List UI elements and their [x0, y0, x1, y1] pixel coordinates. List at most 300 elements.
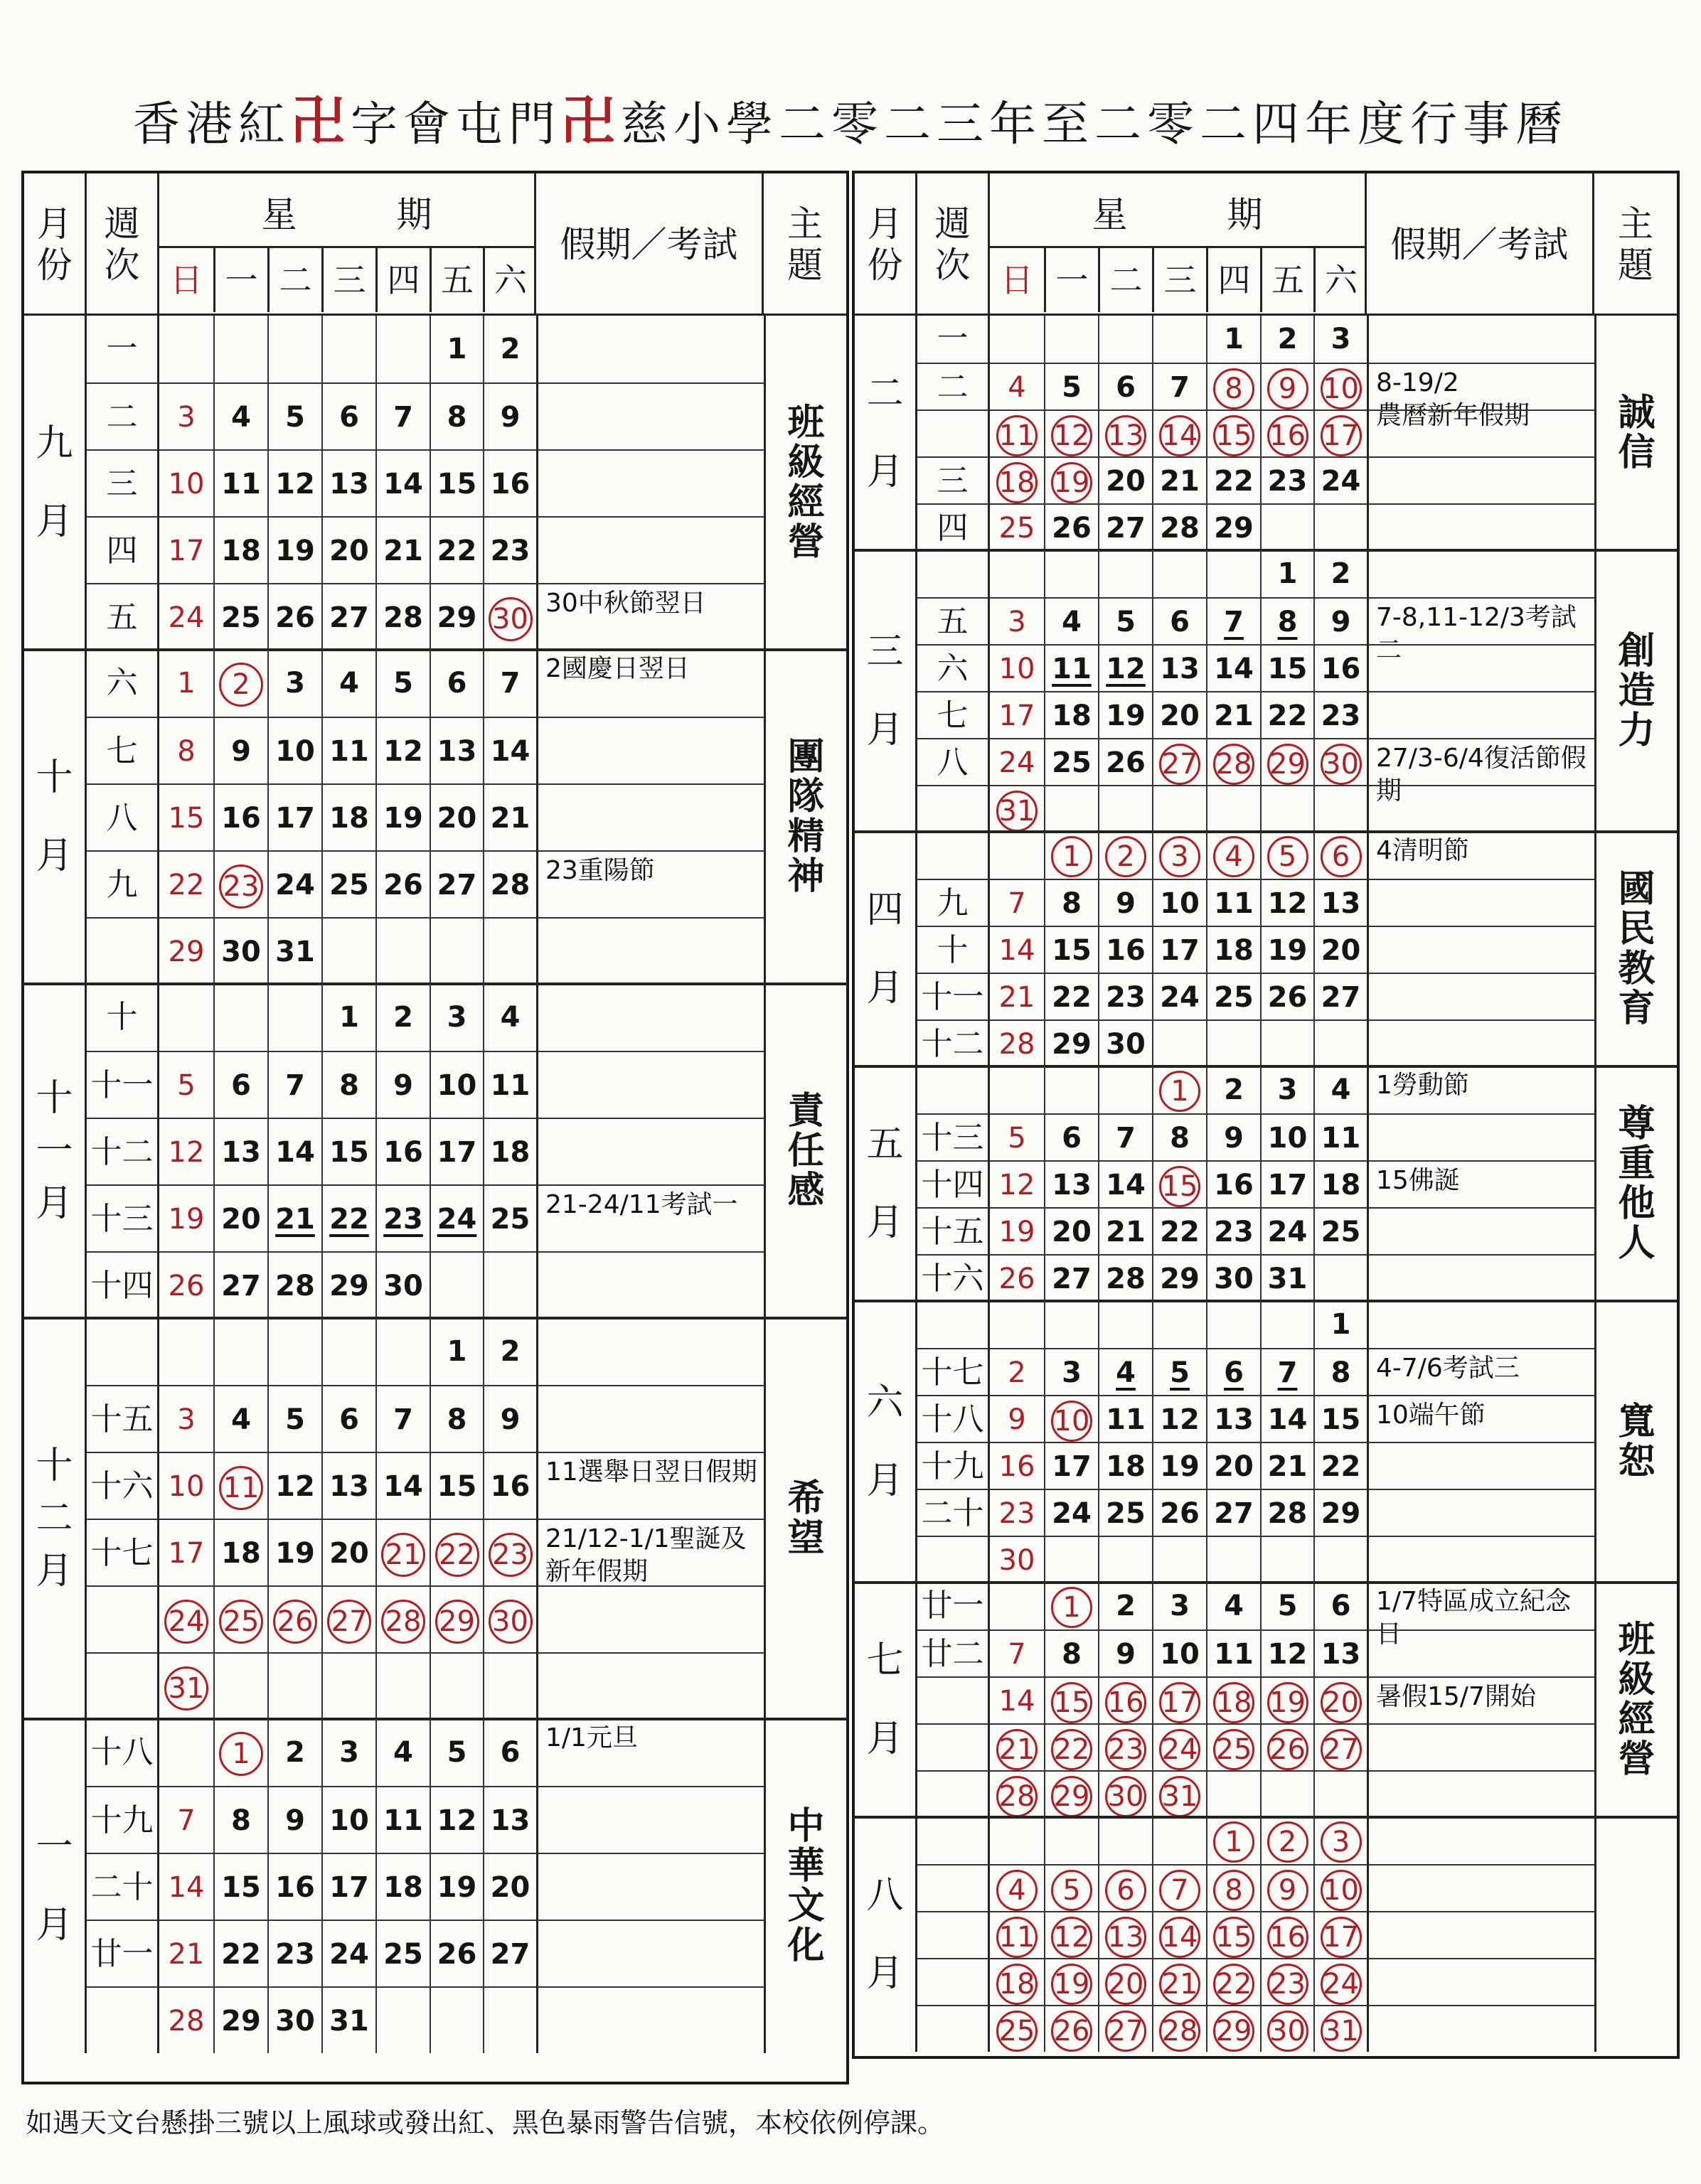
month-label	[855, 1817, 917, 2052]
day-cell	[375, 1585, 430, 1652]
holiday-day-number: 15	[1213, 1917, 1254, 1958]
day-number: 19	[1267, 934, 1308, 967]
day-cell	[1260, 1958, 1313, 2005]
day-cell	[375, 1051, 430, 1118]
day-cell	[990, 1536, 1044, 1583]
day-number: 16	[998, 1450, 1035, 1483]
day-cell	[1044, 691, 1098, 738]
day-cell	[1313, 1958, 1367, 2005]
holiday-exam-note	[536, 1385, 764, 1452]
day-number: 20	[329, 535, 369, 567]
day-number: 13	[1214, 1403, 1254, 1436]
week-number: 九	[87, 850, 159, 917]
day-number: 6	[1331, 1590, 1351, 1622]
day-cell	[990, 926, 1044, 973]
day-cell	[483, 1920, 536, 1986]
day-number: 9	[500, 401, 521, 434]
holiday-day-number: 18	[996, 462, 1038, 503]
day-cell	[483, 316, 536, 382]
day-number: 19	[275, 1537, 315, 1570]
day-cell	[1098, 691, 1152, 738]
month-char: 月	[36, 835, 73, 877]
day-number: 26	[168, 1270, 205, 1302]
day-cell	[1152, 1066, 1206, 1113]
month-char: 十	[36, 756, 73, 799]
day-cell	[430, 1585, 483, 1652]
day-cell	[375, 650, 430, 717]
day-number: 3	[285, 667, 305, 700]
week-number: 廿二	[917, 1629, 990, 1676]
day-cell	[1152, 597, 1206, 644]
holiday-day-number: 31	[1321, 2011, 1362, 2052]
day-cell	[1098, 1113, 1152, 1160]
day-cell	[1260, 879, 1313, 926]
theme-char: 精	[787, 815, 825, 858]
holiday-day-number: 1	[1051, 836, 1092, 877]
day-cell	[159, 316, 213, 382]
day-cell	[213, 516, 267, 583]
day-cell	[990, 1395, 1044, 1442]
day-number: 30	[383, 1270, 423, 1302]
day-cell	[1313, 1301, 1367, 1348]
day-cell	[375, 316, 430, 382]
holiday-day-number: 30	[1267, 2011, 1308, 2052]
day-number: 8	[177, 735, 196, 768]
holiday-exam-note: 30中秋節翌日	[536, 583, 764, 650]
day-number: 12	[437, 1804, 477, 1837]
day-cell	[483, 1519, 536, 1585]
header-day-6: 六	[483, 248, 536, 312]
day-cell	[1098, 644, 1152, 691]
day-number: 1	[1331, 1308, 1351, 1341]
day-cell	[159, 1786, 213, 1853]
week-number: 十八	[917, 1395, 990, 1442]
day-cell	[159, 1051, 213, 1118]
day-cell	[213, 1452, 267, 1519]
holiday-exam-note	[536, 516, 764, 583]
day-number: 20	[221, 1203, 261, 1236]
day-cell	[1206, 550, 1260, 597]
day-number: 15	[329, 1136, 369, 1169]
holiday-day-number: 24	[1321, 1964, 1362, 2005]
day-cell	[483, 1719, 536, 1786]
month-label	[855, 1301, 917, 1583]
header-weekdays	[990, 173, 1367, 316]
day-number: 18	[221, 1537, 261, 1570]
day-cell	[430, 1853, 483, 1920]
day-number: 3	[1331, 323, 1351, 355]
day-number: 22	[168, 869, 205, 901]
day-number: 24	[168, 601, 205, 634]
day-cell	[321, 717, 375, 783]
holiday-day-number: 9	[1267, 368, 1308, 410]
day-cell	[1044, 1348, 1098, 1395]
day-cell	[1206, 832, 1260, 879]
day-cell	[1260, 1911, 1313, 1958]
holiday-day-number: 21	[1159, 1964, 1200, 2005]
day-number: 20	[490, 1871, 530, 1904]
day-cell	[1098, 1160, 1152, 1207]
day-number: 2	[1008, 1356, 1026, 1389]
theme-char: 尊	[1618, 1102, 1655, 1145]
day-cell	[213, 1585, 267, 1652]
day-cell	[990, 973, 1044, 1019]
day-cell	[159, 1251, 213, 1318]
day-number: 13	[1160, 653, 1200, 685]
holiday-exam-note	[536, 1585, 764, 1652]
holiday-day-number: 28	[381, 1600, 425, 1644]
day-cell	[990, 1629, 1044, 1676]
day-cell	[1260, 503, 1313, 550]
holiday-exam-note	[1367, 503, 1594, 550]
day-cell	[321, 1318, 375, 1385]
day-number: 22	[1267, 700, 1308, 732]
day-number: 3	[339, 1736, 359, 1769]
holiday-exam-note	[1367, 879, 1594, 926]
day-cell	[483, 850, 536, 917]
day-cell	[1152, 1817, 1206, 1864]
header-week	[917, 173, 990, 316]
day-cell	[990, 691, 1044, 738]
day-number: 1	[1277, 557, 1298, 590]
day-cell	[430, 1118, 483, 1184]
holiday-day-number: 28	[1159, 2011, 1200, 2052]
day-cell	[375, 1318, 430, 1385]
day-cell	[483, 1184, 536, 1251]
day-cell	[159, 850, 213, 917]
header-month-char: 份	[36, 245, 73, 286]
day-number: 5	[1116, 606, 1136, 638]
week-number: 六	[917, 644, 990, 691]
holiday-exam-note	[1367, 1536, 1594, 1583]
day-number: 18	[1321, 1169, 1361, 1201]
theme-char: 造	[1618, 669, 1655, 712]
theme-char: 教	[1618, 947, 1655, 990]
day-number: 14	[1214, 653, 1254, 685]
holiday-exam-note	[1367, 1207, 1594, 1254]
day-cell	[375, 516, 430, 583]
day-cell	[1313, 1066, 1367, 1113]
day-cell	[1313, 1583, 1367, 1629]
day-number: 21	[168, 1938, 205, 1971]
day-cell	[1098, 738, 1152, 785]
holiday-day-number: 12	[1051, 415, 1092, 456]
day-cell	[321, 583, 375, 650]
holiday-exam-note	[1367, 973, 1594, 1019]
day-number: 13	[437, 735, 477, 768]
week-number	[917, 1958, 990, 2005]
holiday-exam-note	[1367, 1723, 1594, 1770]
day-number: 22	[437, 535, 477, 567]
day-cell	[990, 456, 1044, 503]
day-number: 28	[1106, 1263, 1146, 1295]
day-cell	[159, 984, 213, 1051]
day-cell	[1098, 879, 1152, 926]
day-number: 17	[1267, 1169, 1308, 1201]
day-cell	[267, 1585, 321, 1652]
theme-char: 中	[787, 1804, 825, 1848]
holiday-day-number: 5	[1051, 1870, 1092, 1911]
day-cell	[1098, 1911, 1152, 1958]
day-number: 31	[1267, 1263, 1308, 1295]
day-cell	[321, 917, 375, 984]
day-cell	[375, 1986, 430, 2053]
week-number	[87, 1986, 159, 2053]
day-cell	[1044, 1254, 1098, 1301]
holiday-exam-note	[536, 1318, 764, 1385]
day-cell	[1313, 1113, 1367, 1160]
holiday-exam-note	[536, 1853, 764, 1920]
day-cell	[1098, 503, 1152, 550]
day-cell	[1313, 973, 1367, 1019]
day-cell	[1044, 879, 1098, 926]
day-number: 13	[1321, 1638, 1361, 1671]
day-cell	[1098, 456, 1152, 503]
header-week	[87, 173, 159, 316]
day-cell	[1044, 1676, 1098, 1723]
day-cell	[213, 1118, 267, 1184]
holiday-exam-note	[1367, 1442, 1594, 1489]
week-number: 十三	[87, 1184, 159, 1251]
day-cell	[267, 783, 321, 850]
day-cell	[159, 382, 213, 449]
theme-char: 育	[1618, 987, 1655, 1030]
day-cell	[1098, 1770, 1152, 1817]
day-cell	[1152, 879, 1206, 926]
day-cell	[1260, 1583, 1313, 1629]
day-number: 1	[1224, 323, 1244, 355]
day-cell	[375, 1719, 430, 1786]
holiday-day-number: 22	[435, 1533, 479, 1577]
holiday-exam-note	[1367, 1113, 1594, 1160]
day-number: 14	[490, 735, 530, 768]
day-number: 23	[383, 1203, 423, 1236]
day-cell	[1260, 2005, 1313, 2052]
day-cell	[1313, 1723, 1367, 1770]
day-cell	[1044, 785, 1098, 832]
header-theme-char: 主	[1618, 203, 1653, 245]
holiday-day-number: 15	[1051, 1682, 1092, 1723]
day-cell	[483, 1853, 536, 1920]
day-cell	[1260, 1817, 1313, 1864]
day-number: 27	[1321, 981, 1361, 1014]
day-cell	[1152, 1207, 1206, 1254]
holiday-day-number: 24	[164, 1600, 208, 1644]
day-cell	[321, 984, 375, 1051]
holiday-exam-note	[536, 783, 764, 850]
day-cell	[430, 1051, 483, 1118]
theme-char: 級	[1618, 1658, 1655, 1701]
day-cell	[1313, 1019, 1367, 1066]
holiday-exam-note: 27/3-6/4復活節假期	[1367, 738, 1594, 785]
day-cell	[1206, 1113, 1260, 1160]
day-cell	[990, 1770, 1044, 1817]
day-cell	[1206, 1395, 1260, 1442]
week-number: 十三	[917, 1113, 990, 1160]
day-cell	[990, 785, 1044, 832]
day-number: 15	[168, 802, 205, 835]
day-cell	[1152, 1301, 1206, 1348]
header-holiday-exam: 假期／考試	[1367, 173, 1594, 316]
week-number	[917, 2005, 990, 2052]
day-number: 4	[1062, 606, 1082, 638]
week-number: 九	[917, 879, 990, 926]
holiday-exam-note: 1/1元旦	[536, 1719, 764, 1786]
day-cell	[159, 1652, 213, 1719]
day-number: 9	[1116, 887, 1136, 920]
month-char: 一	[36, 1130, 73, 1172]
day-cell	[321, 783, 375, 850]
holiday-day-number: 17	[1321, 1917, 1362, 1958]
header-theme-char: 主	[787, 203, 823, 245]
day-cell	[1206, 1019, 1260, 1066]
day-cell	[430, 717, 483, 783]
day-cell	[321, 1452, 375, 1519]
theme-label	[1594, 832, 1677, 1066]
day-cell	[1098, 1629, 1152, 1676]
day-number: 13	[1052, 1169, 1092, 1201]
day-cell	[1098, 1864, 1152, 1911]
day-number: 25	[221, 601, 261, 634]
week-number: 二	[87, 382, 159, 449]
day-cell	[267, 1051, 321, 1118]
day-number: 30	[998, 1544, 1035, 1577]
day-cell	[430, 449, 483, 516]
day-cell	[1313, 410, 1367, 456]
day-cell	[321, 850, 375, 917]
day-cell	[990, 1066, 1044, 1113]
day-cell	[1260, 1348, 1313, 1395]
day-number: 19	[168, 1203, 205, 1236]
day-number: 16	[1321, 653, 1361, 685]
day-cell	[1152, 550, 1206, 597]
month-label	[24, 984, 87, 1318]
holiday-day-number: 11	[996, 1917, 1038, 1958]
day-number: 2	[1116, 1590, 1136, 1622]
day-number: 11	[383, 1804, 423, 1837]
day-cell	[375, 1385, 430, 1452]
holiday-day-number: 20	[1105, 1964, 1146, 2005]
day-cell	[375, 1519, 430, 1585]
theme-char: 神	[787, 855, 825, 898]
day-cell	[1313, 1676, 1367, 1723]
holiday-exam-note: 2國慶日翌日	[536, 650, 764, 717]
day-cell	[990, 1958, 1044, 2005]
day-number: 18	[329, 802, 369, 835]
day-number: 7	[393, 401, 413, 434]
header-week-char: 週	[104, 203, 140, 245]
day-number: 16	[490, 1470, 530, 1503]
day-cell	[213, 783, 267, 850]
day-cell	[267, 583, 321, 650]
holiday-exam-note: 4清明節	[1367, 832, 1594, 879]
day-number: 31	[275, 936, 315, 968]
day-cell	[1260, 1629, 1313, 1676]
day-number: 1	[177, 667, 196, 700]
day-number: 23	[1106, 981, 1146, 1014]
day-cell	[1260, 1301, 1313, 1348]
day-number: 12	[1267, 887, 1308, 920]
day-number: 20	[1160, 700, 1200, 732]
day-cell	[1206, 738, 1260, 785]
week-number: 十二	[87, 1118, 159, 1184]
day-cell	[1206, 1958, 1260, 2005]
day-number: 12	[998, 1169, 1035, 1201]
day-number: 16	[1106, 934, 1146, 967]
header-month-char: 份	[867, 245, 903, 286]
day-number: 9	[1008, 1403, 1026, 1436]
day-number: 1	[447, 333, 467, 365]
day-number: 27	[490, 1938, 530, 1971]
day-number: 28	[490, 869, 530, 901]
day-cell	[1098, 1583, 1152, 1629]
month-char: 月	[36, 1182, 73, 1225]
day-cell	[1044, 1817, 1098, 1864]
day-number: 20	[1214, 1450, 1254, 1483]
day-cell	[375, 984, 430, 1051]
day-cell	[159, 1519, 213, 1585]
day-cell	[1206, 1817, 1260, 1864]
day-cell	[321, 1385, 375, 1452]
day-cell	[1044, 926, 1098, 973]
day-number: 28	[998, 1028, 1035, 1061]
day-number: 4	[500, 1001, 521, 1034]
day-cell	[267, 1719, 321, 1786]
month-char: 月	[36, 1904, 73, 1947]
day-number: 26	[383, 869, 423, 901]
day-number: 6	[1224, 1356, 1244, 1389]
day-cell	[267, 850, 321, 917]
day-cell	[159, 1385, 213, 1452]
header-day-1: 一	[213, 248, 267, 312]
day-number: 7	[1224, 606, 1244, 638]
holiday-day-number: 28	[996, 1776, 1038, 1817]
day-cell	[1313, 926, 1367, 973]
day-cell	[1313, 363, 1367, 410]
day-cell	[375, 1853, 430, 1920]
day-number: 5	[177, 1069, 196, 1102]
day-number: 5	[1170, 1356, 1190, 1389]
header-day-3: 三	[1152, 248, 1206, 312]
day-cell	[990, 363, 1044, 410]
day-cell	[375, 850, 430, 917]
day-number: 6	[500, 1736, 521, 1769]
day-number: 8	[1170, 1122, 1190, 1155]
day-cell	[321, 516, 375, 583]
day-number: 25	[1052, 746, 1092, 779]
day-number: 4	[1008, 371, 1026, 404]
day-cell	[1152, 832, 1206, 879]
day-cell	[1044, 503, 1098, 550]
day-cell	[1044, 1770, 1098, 1817]
day-number: 20	[1106, 465, 1146, 498]
header-day-3: 三	[321, 248, 375, 312]
day-cell	[1152, 1348, 1206, 1395]
holiday-exam-note	[536, 1251, 764, 1318]
day-cell	[483, 1318, 536, 1385]
day-number: 12	[1106, 653, 1146, 685]
day-cell	[1044, 1442, 1098, 1489]
day-number: 21	[998, 981, 1035, 1014]
holiday-day-number: 18	[996, 1964, 1038, 2005]
day-cell	[483, 1786, 536, 1853]
header-month	[24, 173, 87, 316]
day-cell	[375, 1652, 430, 1719]
day-cell	[1313, 1770, 1367, 1817]
day-cell	[159, 1452, 213, 1519]
day-cell	[1098, 316, 1152, 363]
day-number: 19	[1106, 700, 1146, 732]
